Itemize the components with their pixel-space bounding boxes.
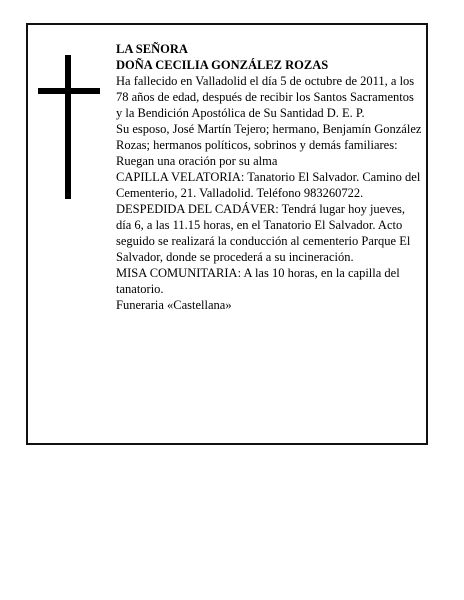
notice-paragraph-farewell: DESPEDIDA DEL CADÁVER: Tendrá lugar hoy jueves, día 6, a las 11.15 horas, en el Tanatorio El Salvador. Acto seguido se realizará la conducción al cementerio Parque El Salvador, donde se procederá a su incineración. [116,202,411,264]
notice-paragraph-prayer: Ruegan una oración por su alma [116,154,278,168]
notice-paragraph-family: Su esposo, José Martín Tejero; hermano, Benjamín González Rozas; hermanos políticos, sobrinos y demás familiares: [116,122,422,152]
cross-vertical-bar [65,55,71,199]
notice-paragraph-chapel: CAPILLA VELATORIA: Tanatorio El Salvador. Camino del Cementerio, 21. Valladolid. Teléfono 983260722. [116,170,421,200]
cross-horizontal-bar [38,88,100,94]
obituary-notice [26,23,428,445]
notice-heading-name: DOÑA CECILIA GONZÁLEZ ROZAS [116,58,329,72]
notice-paragraph-mass: MISA COMUNITARIA: A las 10 horas, en la capilla del tanatorio. [116,266,400,296]
cross-icon [38,55,100,199]
notice-text [116,41,422,313]
notice-heading-title: LA SEÑORA [116,42,188,56]
notice-paragraph-funeral-home: Funeraria «Castellana» [116,298,232,312]
notice-paragraph-death: Ha fallecido en Valladolid el día 5 de octubre de 2011, a los 78 años de edad, después de recibir los Santos Sacramentos y la Bendición Apostólica de Su Santidad D. E. P. [116,74,415,120]
